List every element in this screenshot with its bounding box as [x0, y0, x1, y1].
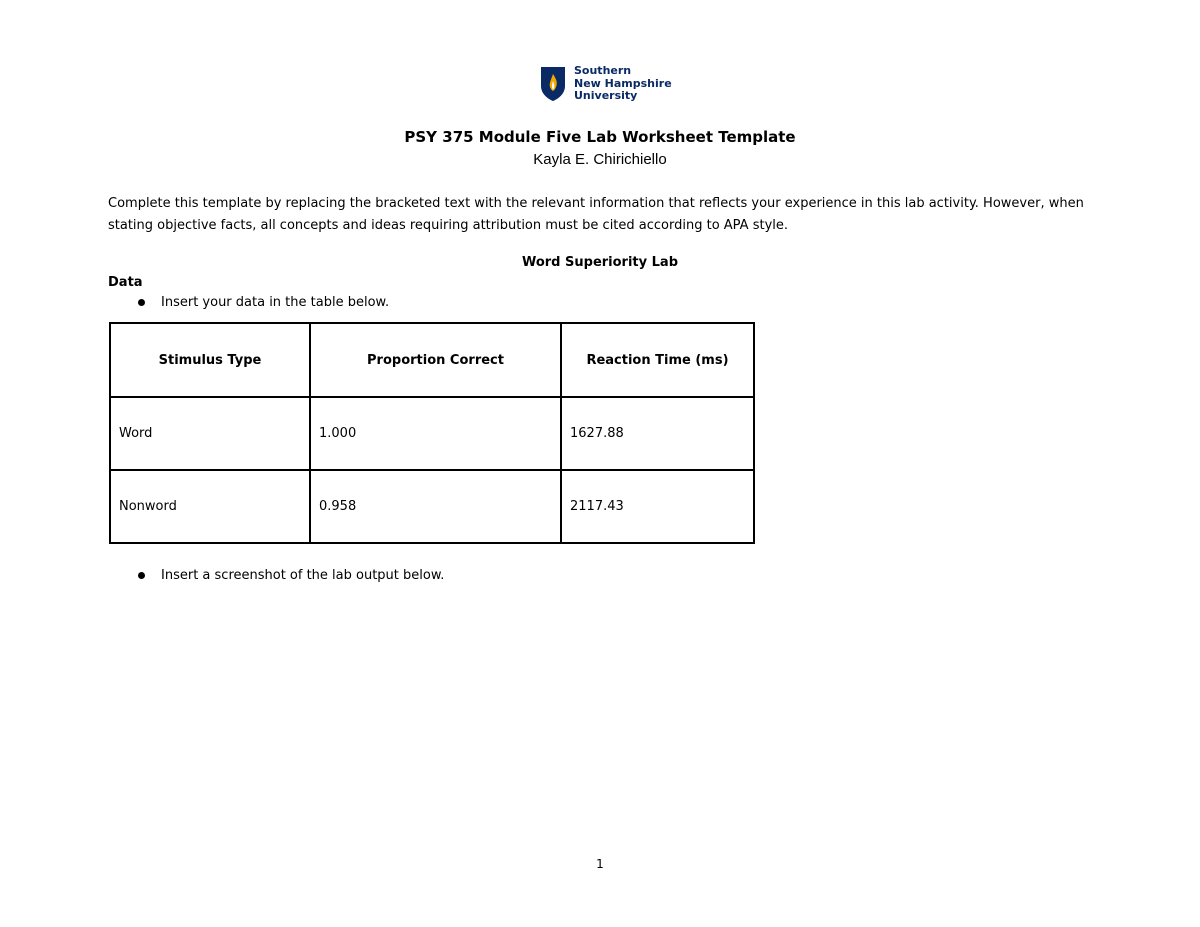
logo-wordmark: [574, 65, 672, 103]
section-heading-data: Data: [108, 275, 143, 290]
cell-proportion: 1.000: [310, 397, 561, 470]
lab-title: Word Superiority Lab: [521, 255, 679, 270]
header-proportion-correct: Proportion Correct: [310, 323, 561, 397]
table-row: [110, 397, 754, 470]
shield-flame-icon: [540, 66, 566, 102]
snhu-logo: [540, 64, 672, 104]
header-reaction-time: Reaction Time (ms): [561, 323, 754, 397]
author-name: Kayla E. Chirichiello: [533, 151, 667, 168]
bullet-icon: [138, 299, 145, 306]
bullet-text: Insert a screenshot of the lab output below.: [161, 568, 445, 583]
bullet-item: [138, 568, 444, 583]
cell-reaction-time: 2117.43: [561, 470, 754, 543]
logo-line-2: New Hampshire: [574, 76, 672, 90]
data-table: [109, 322, 755, 544]
bullet-item: [138, 295, 389, 310]
logo-line-3: University: [574, 89, 638, 103]
table-row: [110, 470, 754, 543]
cell-stimulus: Nonword: [110, 470, 310, 543]
page-number: 1: [596, 857, 604, 871]
bullet-text: Insert your data in the table below.: [161, 295, 390, 310]
cell-stimulus: Word: [110, 397, 310, 470]
header-stimulus-type: Stimulus Type: [110, 323, 310, 397]
cell-proportion: 0.958: [310, 470, 561, 543]
instructions-paragraph: Complete this template by replacing the bracketed text with the relevant information that reflects your experience in this lab activity. However, when stating objective facts, all concepts and ideas requiring attribution must be cited according to APA style.: [108, 196, 1084, 233]
logo-line-1: Southern: [574, 64, 632, 78]
cell-reaction-time: 1627.88: [561, 397, 754, 470]
table-header-row: [110, 323, 754, 397]
bullet-icon: [138, 572, 145, 579]
document-title: PSY 375 Module Five Lab Worksheet Template: [404, 128, 796, 146]
